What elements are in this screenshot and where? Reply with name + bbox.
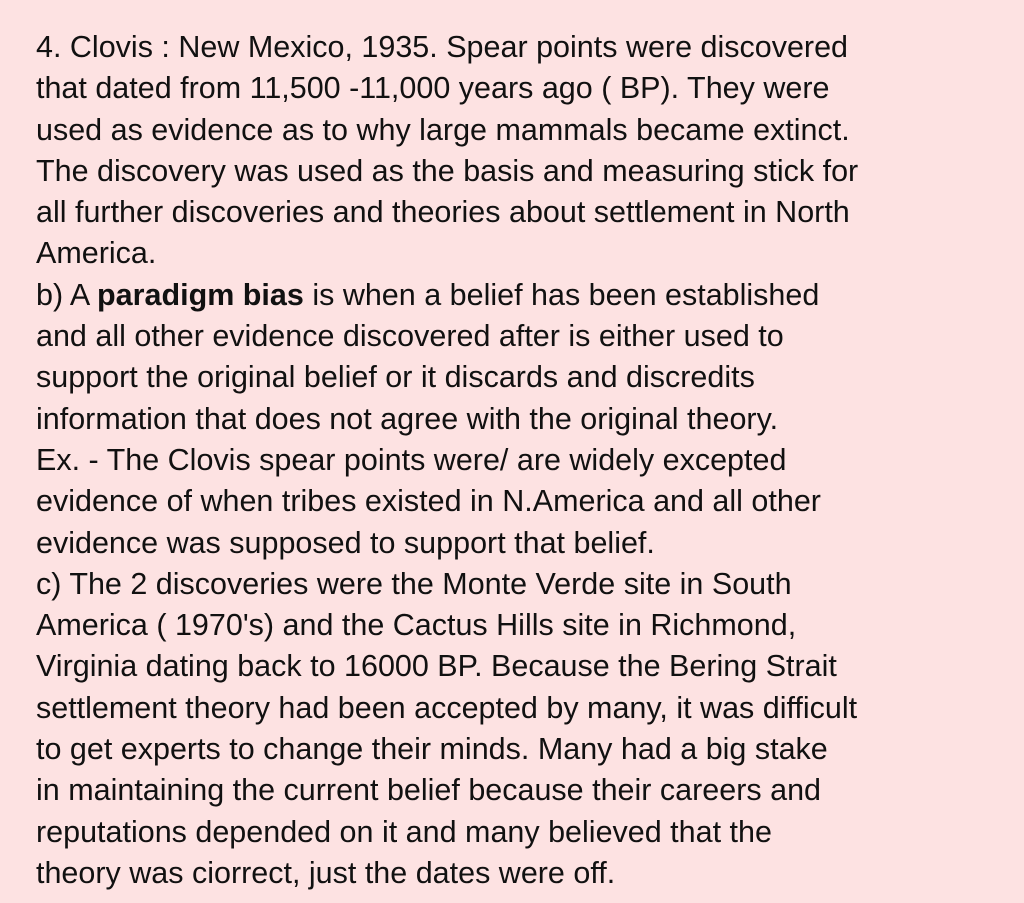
text-line: theory was ciorrect, just the dates were off. [36,855,616,890]
text-line: all further discoveries and theories about settlement in North [36,195,850,230]
text-segment: is when a belief has been established [303,277,820,312]
text-line: c) The 2 discoveries were the Monte Verde site in South [36,566,792,601]
slide-text-body [36,27,986,894]
text-line: and all other evidence discovered after is either used to [36,319,784,354]
text-line: Virginia dating back to 16000 BP. Because the Bering Strait [36,649,837,684]
text-line: that dated from 11,500 -11,000 years ago ( BP). They were [36,71,830,106]
text-line: reputations depended on it and many believed that the [36,814,772,849]
text-line: support the original belief or it discards and discredits [36,360,755,395]
text-line: Ex. - The Clovis spear points were/ are widely excepted [36,442,787,477]
text-segment: b) A [36,277,98,312]
text-line: America ( 1970's) and the Cactus Hills site in Richmond, [36,608,797,643]
text-line: evidence was supposed to support that belief. [36,525,655,560]
text-line: to get experts to change their minds. Many had a big stake [36,732,828,767]
text-line: The discovery was used as the basis and measuring stick for [36,153,859,188]
text-line: America. [36,236,157,271]
text-line: used as evidence as to why large mammals became extinct. [36,112,850,147]
text-line: settlement theory had been accepted by many, it was difficult [36,690,858,725]
text-line: information that does not agree with the original theory. [36,401,779,436]
text-line-paradigm-bias [36,275,986,316]
text-line: in maintaining the current belief because their careers and [36,773,821,808]
text-line: 4. Clovis : New Mexico, 1935. Spear points were discovered [36,30,849,64]
bold-term-paradigm-bias: paradigm bias [97,277,304,312]
text-line: evidence of when tribes existed in N.America and all other [36,484,821,519]
